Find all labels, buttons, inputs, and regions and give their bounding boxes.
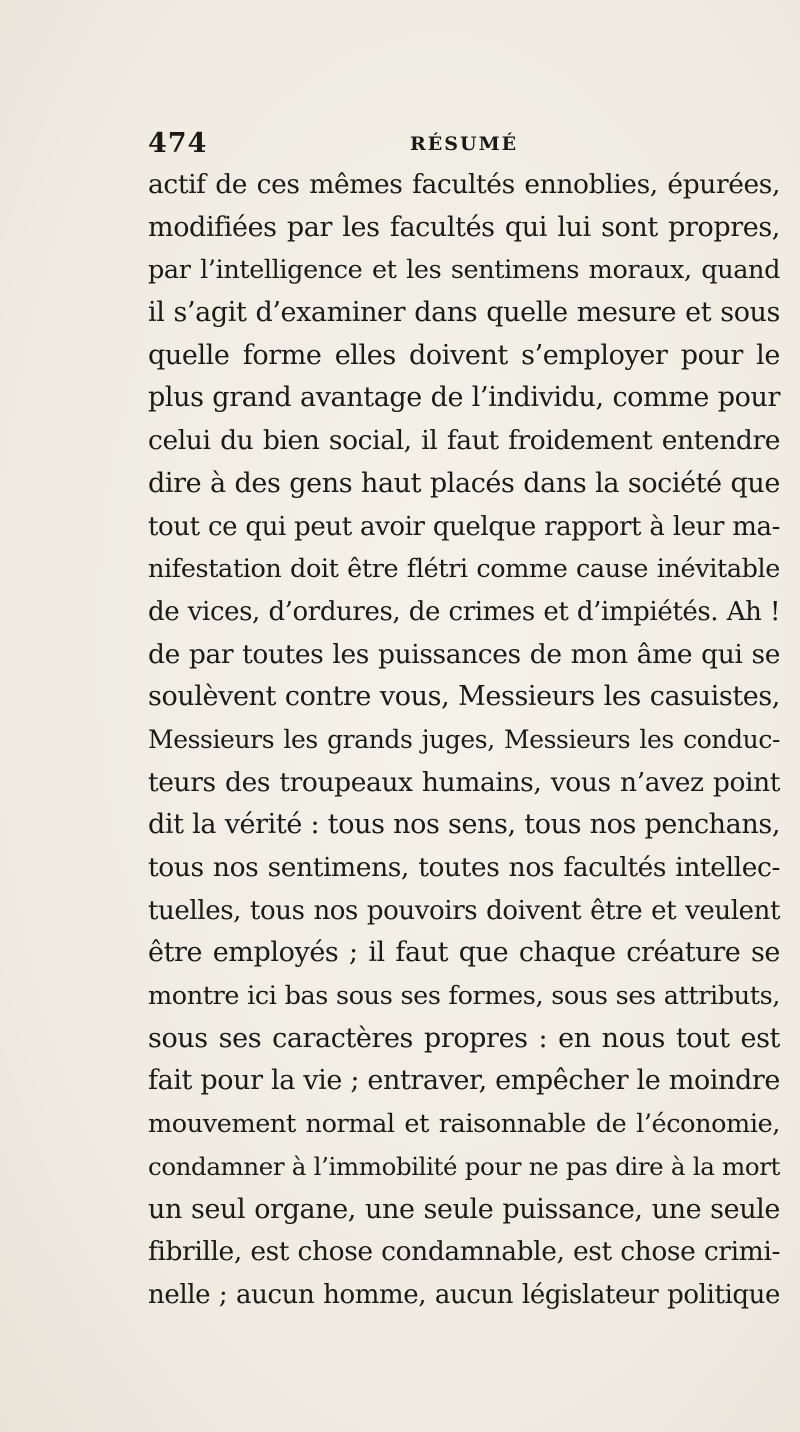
text-line: montre ici bas sous ses formes, sous ses attributs, [148,981,780,1012]
text-line: modifiées par les facultés qui lui sont propres, [148,211,780,243]
text-line: tous nos sentimens, toutes nos facultés intellec- [148,852,780,883]
text-line: un seul organe, une seule puissance, une seule [148,1193,780,1225]
text-line: soulèvent contre vous, Messieurs les casuistes, [148,681,780,713]
text-line: condamner à l’immobilité pour ne pas dire à la mort [148,1151,780,1181]
text-line: dit la vérité : tous nos sens, tous nos penchans, [148,809,780,841]
text-line: actif de ces mêmes facultés ennoblies, épurées, [148,169,780,200]
text-line: il s’agit d’examiner dans quelle mesure et sous [148,297,780,329]
text-line: tuelles, tous nos pouvoirs doivent être et veulent [148,895,780,926]
text-line: teurs des troupeaux humains, vous n’avez point [148,766,780,798]
text-line: nifestation doit être flétri comme cause inévitable [148,554,780,585]
running-head [148,128,748,168]
text-line: quelle forme elles doivent s’employer pour le [148,339,780,371]
text-line: plus grand avantage de l’individu, comme pour [148,382,780,414]
page-number: 474 [148,128,208,159]
text-line: de vices, d’ordures, de crimes et d’impiétés. Ah ! [148,596,780,627]
text-line: dire à des gens haut placés dans la société que [148,467,780,499]
text-line: celui du bien social, il faut froidement entendre [148,425,780,457]
text-line: Messieurs les grands juges, Messieurs les conduc- [148,724,780,754]
text-line: fait pour la vie ; entraver, empêcher le moindre [148,1065,780,1097]
text-line: fibrille, est chose condamnable, est chose crimi- [148,1236,780,1268]
text-line: par l’intelligence et les sentimens moraux, quand [148,255,780,286]
running-title: RÉSUMÉ [410,133,519,155]
text-line: de par toutes les puissances de mon âme qui se [148,638,780,670]
text-line: nelle ; aucun homme, aucun législateur politique [148,1279,780,1310]
text-line: tout ce qui peut avoir quelque rapport à leur ma- [148,511,780,542]
text-line: sous ses caractères propres : en nous tout est [148,1022,780,1054]
text-line: mouvement normal et raisonnable de l’économie, [148,1109,780,1140]
text-line: être employés ; il faut que chaque créature se [148,937,780,969]
body-text [148,164,780,1317]
